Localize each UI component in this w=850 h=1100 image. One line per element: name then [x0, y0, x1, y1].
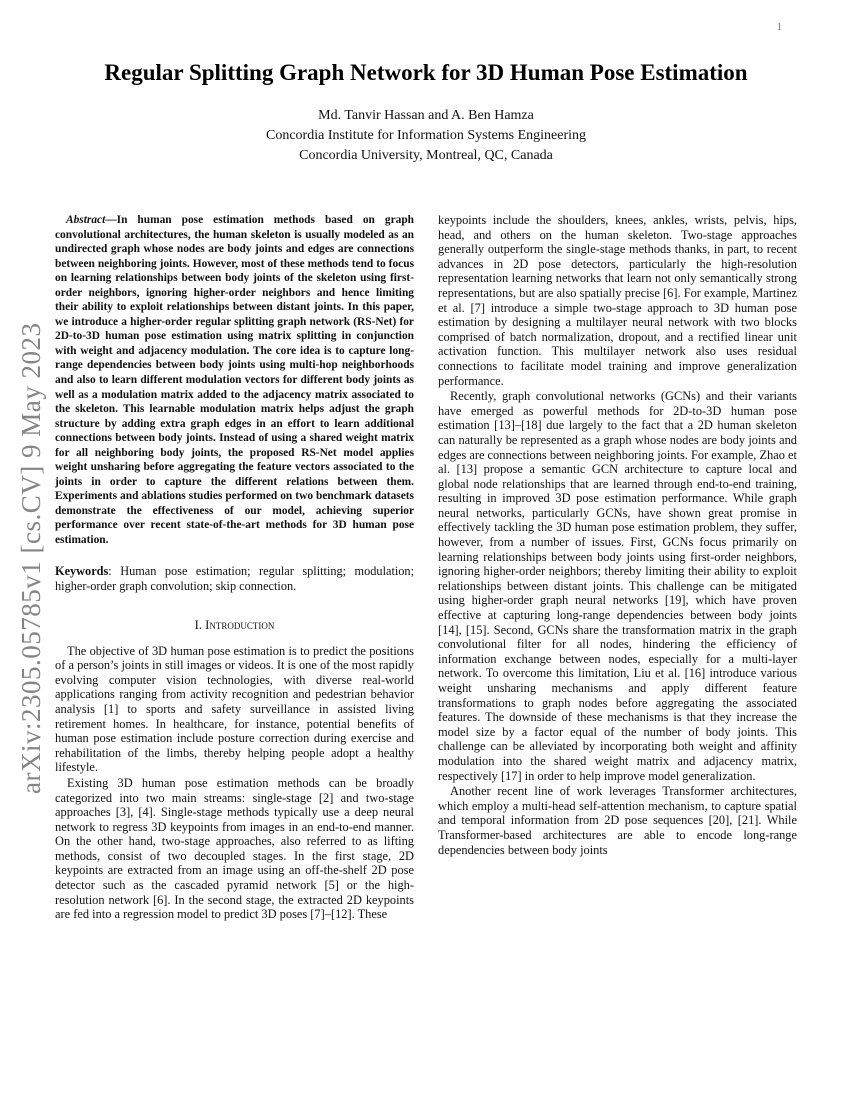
keywords-label: Keywords	[55, 563, 109, 578]
keywords-text: : Human pose estimation; regular splitting; modulation; higher-order graph convolution; skip connection.	[55, 563, 414, 593]
intro-paragraph-2: Existing 3D human pose estimation methods can be broadly categorized into two main streams: single-stage [2] and two-stage approaches [3], [4]. Single-stage methods typically use a deep neural network to regress 3D keypoints from images in an end-to-end manner. On the other hand, two-stage approaches, also referred to as lifting methods, consist of two decoupled stages. In the first stage, 2D keypoints are extracted from an image using an off-the-shelf 2D pose detector such as the cascaded pyramid network [5] or the high-resolution network [6]. In the second stage, the extracted 2D keypoints are fed into a regression model to predict 3D poses [7]–[12]. These	[55, 775, 414, 922]
paper-affiliation-university: Concordia University, Montreal, QC, Canada	[299, 148, 553, 163]
right-column	[438, 213, 797, 922]
paper-authors: Md. Tanvir Hassan and A. Ben Hamza	[318, 108, 534, 123]
abstract-label: Abstract	[66, 214, 106, 226]
paper-header	[55, 58, 797, 166]
paper-affiliation-institute: Concordia Institute for Information Systems Engineering	[266, 128, 586, 143]
intro-paragraph-3: Recently, graph convolutional networks (GCNs) and their variants have emerged as powerful methods for 2D-to-3D human pose estimation [13]–[18] due largely to the fact that a 2D human skeleton can naturally be represented as a graph whose nodes are body joints and edges are connections between neighboring joints. For example, Zhao et al. [13] propose a semantic GCN architecture to capture local and global node relationships that are learned through end-to-end training, resulting in improved 3D pose estimation performance. While graph neural networks, particularly GCNs, have shown great promise in effectively tackling the 3D human pose estimation problem, they suffer, however, from a number of issues. First, GCNs focus primarily on learning relationships between body joints using first-order neighbors, ignoring higher-order neighbors; thereby limiting their ability to exploit relationships between distant joints. This challenge can be mitigated using higher-order graph neural networks [19], which have proven effective at capturing long-range dependencies between body joints [14], [15]. Second, GCNs share the transformation matrix in the graph convolutional filter for all nodes, hindering the efficiency of information exchange between nodes, especially for a multi-layer network. To overcome this limitation, Liu et al. [16] introduce various weight unsharing mechanisms and apply different feature transformations to graph nodes before aggregating the associated features. The downside of these mechanisms is that they increase the model size by a factor equal of the number of body joints. This challenge can be alleviated by incorporating both weight and affinity modulation into the shared weight matrix and adjacency matrix, respectively [17] in order to help improve model generalization.	[438, 389, 797, 783]
two-column-body	[55, 213, 797, 922]
section-heading-introduction: I. Introduction	[194, 617, 275, 632]
abstract-text: —In human pose estimation methods based on graph convolutional architectures, the human skeleton is usually modeled as an undirected graph whose nodes are body joints and edges are connections between neighboring joints. However, most of these methods tend to focus on learning relationships between body joints of the skeleton using first-order neighbors, ignoring higher-order neighbors and hence limiting their ability to exploit relationships between distant joints. In this paper, we introduce a higher-order regular splitting graph network (RS-Net) for 2D-to-3D human pose estimation using matrix splitting in conjunction with weight and adjacency modulation. The core idea is to capture long-range dependencies between body joints using multi-hop neighborhoods and also to learn different modulation vectors for different body joints as well as a modulation matrix added to the adjacency matrix associated to the skeleton. This learnable modulation matrix helps adjust the graph structure by adding extra graph edges in an effort to learn additional connections between body joints. Instead of using a shared weight matrix for all neighboring body joints, the proposed RS-Net model applies weight unsharing before aggregating the feature vectors associated to the joints in order to capture the different relations between them. Experiments and ablations studies performed on two benchmark datasets demonstrate the effectiveness of our model, achieving superior performance over recent state-of-the-art methods for 3D human pose estimation.	[55, 214, 414, 547]
intro-paragraph-2-continued: keypoints include the shoulders, knees, ankles, wrists, pelvis, hips, head, and others on the human skeleton. Two-stage approaches generally outperform the single-stage methods thanks, in part, to recent advances in 2D pose detectors, particularly the high-resolution representation learning networks that learn not only semantically strong representations, but are also spatially precise [6]. For example, Martinez et al. [7] introduce a simple two-stage approach to 3D human pose estimation by designing a multilayer neural network with two blocks comprised of batch normalization, dropout, and a rectified linear unit activation function. This multilayer network also uses residual connections to facilitate model training and improve generalization performance.	[438, 213, 797, 388]
abstract-paragraph	[55, 213, 414, 548]
intro-paragraph-4: Another recent line of work leverages Transformer architectures, which employ a multi-head self-attention mechanism, to capture spatial and temporal information from 2D pose sequences [20], [21]. While Transformer-based architectures are able to encode long-range dependencies between body joints	[438, 784, 797, 857]
left-column	[55, 213, 414, 922]
paper-title: Regular Splitting Graph Network for 3D Human Pose Estimation	[104, 60, 748, 85]
arxiv-watermark: arXiv:2305.05785v1 [cs.CV] 9 May 2023	[16, 322, 46, 794]
page-number: 1	[776, 21, 782, 33]
intro-paragraph-1: The objective of 3D human pose estimation is to predict the positions of a person’s joints in still images or videos. It is one of the most rapidly evolving computer vision technologies, with diverse real-world applications ranging from activity recognition and pedestrian behavior analysis [1] to sports and safety surveillance in assisted living retirement homes. In healthcare, for instance, potential benefits of human pose estimation include posture correction during exercise and rehabilitation of the limbs, thereby helping people adopt a healthy lifestyle.	[55, 643, 414, 775]
keywords-paragraph	[55, 564, 414, 594]
